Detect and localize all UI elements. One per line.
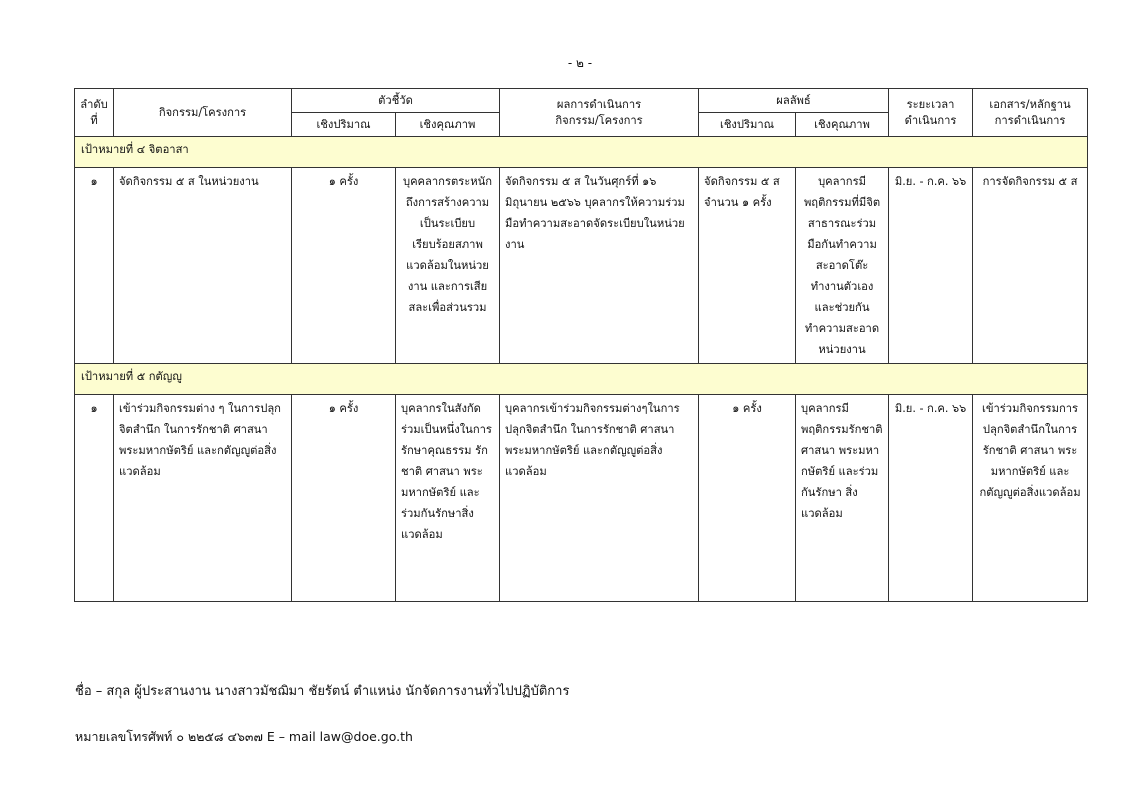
cell-quantitative: ๑ ครั้ง: [292, 395, 396, 602]
cell-activity: เข้าร่วมกิจกรรมต่าง ๆ ในการปลุกจิตสำนึก ในการรักชาติ ศาสนา พระมหากษัตริย์ และกตัญญูต่อสิ่งแวดล้อม: [114, 395, 292, 602]
header-order: ลำดับที่: [75, 89, 114, 137]
goal-title: เป้าหมายที่ ๔ จิตอาสา: [75, 137, 1088, 168]
header-period: [889, 89, 973, 137]
cell-evidence: เข้าร่วมกิจกรรมการปลุกจิตสำนึกในการรักชาติ ศาสนา พระมหากษัตริย์ และกตัญญูต่อสิ่งแวดล้อม: [973, 395, 1088, 602]
cell-qualitative: บุคลากรในสังกัดร่วมเป็นหนึ่งในการรักษาคุณธรรม รักชาติ ศาสนา พระมหากษัตริย์ และร่วมกันรักษาสิ่งแวดล้อม: [396, 395, 500, 602]
header-operation-line1: ผลการดำเนินการ: [556, 97, 642, 111]
cell-result-qualitative: บุคลากรมีพฤติกรรมที่มีจิตสาธารณะร่วมมือกันทำความสะอาดโต๊ะทำงานตัวเองและช่วยกันทำความสะอาดหน่วยงาน: [796, 168, 889, 364]
cell-result-quantitative: จัดกิจกรรม ๕ ส จำนวน ๑ ครั้ง: [699, 168, 796, 364]
cell-order: ๑: [75, 168, 114, 364]
header-result-qualitative: เชิงคุณภาพ: [796, 113, 889, 137]
cell-result-quantitative: ๑ ครั้ง: [699, 395, 796, 602]
header-evidence: [973, 89, 1088, 137]
header-operation-line2: กิจกรรม/โครงการ: [555, 113, 643, 127]
cell-qualitative: บุคคลากรตระหนักถึงการสร้างความเป็นระเบียบเรียบร้อยสภาพแวดล้อมในหน่วยงาน และการเสียสละเพื่อส่วนรวม: [396, 168, 500, 364]
cell-operation: จัดกิจกรรม ๕ ส ในวันศุกร์ที่ ๑๖ มิถุนายน ๒๕๖๖ บุคลากรให้ความร่วมมือทำความสะอาดจัดระเบียบในหน่วยงาน: [500, 168, 699, 364]
table-row: [75, 168, 1088, 364]
goal-row: [75, 364, 1088, 395]
table-row: [75, 395, 1088, 602]
header-result-quantitative: เชิงปริมาณ: [699, 113, 796, 137]
cell-quantitative: ๑ ครั้ง: [292, 168, 396, 364]
header-indicator: ตัวชี้วัด: [292, 89, 500, 113]
header-period-line2: ดำเนินการ: [904, 113, 957, 127]
cell-period: มิ.ย. - ก.ค. ๖๖: [889, 395, 973, 602]
header-qualitative: เชิงคุณภาพ: [396, 113, 500, 137]
page-number: - ๒ -: [567, 56, 593, 70]
header-period-line1: ระยะเวลา: [906, 97, 955, 111]
cell-activity: จัดกิจกรรม ๕ ส ในหน่วยงาน: [114, 168, 292, 364]
table-header-row: [75, 89, 1088, 113]
header-evidence-line2: การดำเนินการ: [994, 113, 1066, 127]
cell-result-qualitative: บุคลากรมีพฤติกรรมรักชาติ ศาสนา พระมหากษัตริย์ และร่วมกันรักษา สิ่งแวดล้อม: [796, 395, 889, 602]
goal-row: [75, 137, 1088, 168]
goal-title: เป้าหมายที่ ๕ กตัญญู: [75, 364, 1088, 395]
cell-period: มิ.ย. - ก.ค. ๖๖: [889, 168, 973, 364]
cell-order: ๑: [75, 395, 114, 602]
cell-evidence: การจัดกิจกรรม ๕ ส: [973, 168, 1088, 364]
cell-operation: บุคลากรเข้าร่วมกิจกรรมต่างๆในการปลุกจิตสำนึก ในการรักชาติ ศาสนา พระมหากษัตริย์ และกตัญญูต่อสิ่งแวดล้อม: [500, 395, 699, 602]
header-evidence-line1: เอกสาร/หลักฐาน: [989, 97, 1071, 111]
header-activity: กิจกรรม/โครงการ: [114, 89, 292, 137]
header-quantitative: เชิงปริมาณ: [292, 113, 396, 137]
report-table: [74, 88, 1088, 602]
contact-line: หมายเลขโทรศัพท์ ๐ ๒๒๕๘ ๔๖๓๗ E – mail law@doe.go.th: [75, 729, 413, 744]
header-result: ผลลัพธ์: [699, 89, 889, 113]
coordinator-line: ชื่อ – สกุล ผู้ประสานงาน นางสาวมัชฌิมา ชัยรัตน์ ตำแหน่ง นักจัดการงานทั่วไปปฏิบัติการ: [75, 684, 570, 699]
header-operation: [500, 89, 699, 137]
